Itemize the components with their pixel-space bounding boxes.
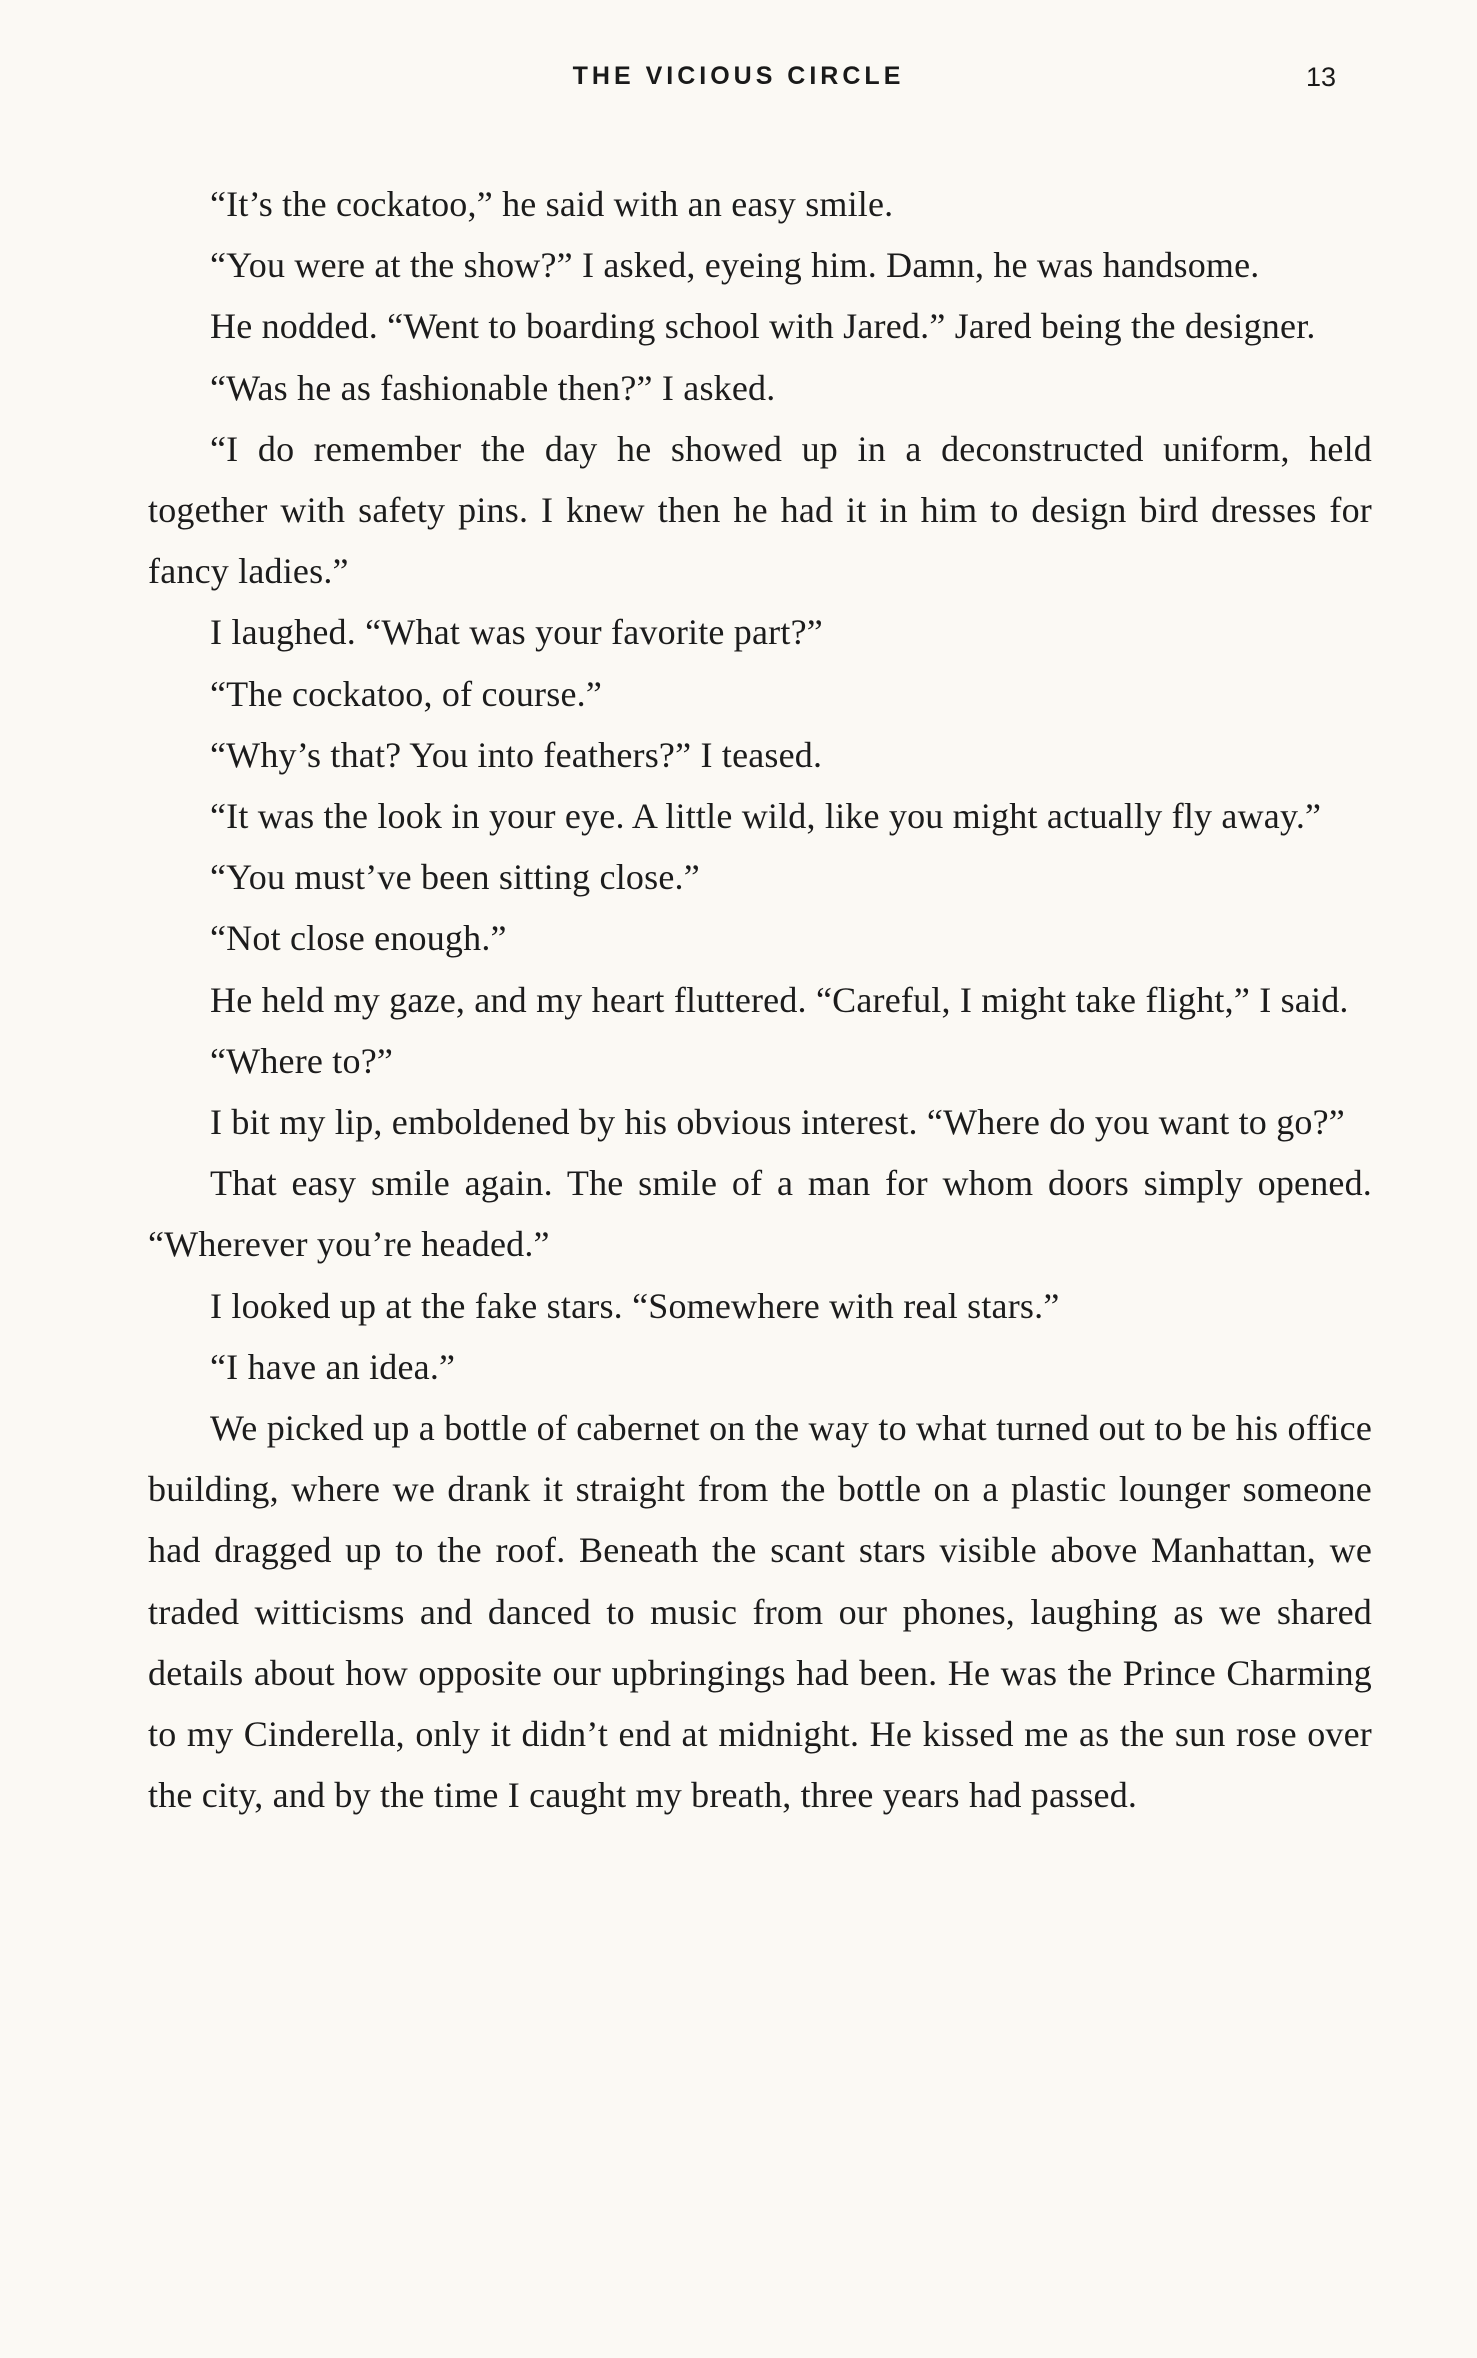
paragraph: “You must’ve been sitting close.” (210, 857, 700, 898)
paragraph: I bit my lip, emboldened by his obvious interest. “Where do you want to go?” (210, 1102, 1345, 1143)
paragraph: “Was he as fashionable then?” I asked. (210, 367, 776, 408)
paragraph: “It’s the cockatoo,” he said with an easy smile. (210, 184, 894, 224)
body-text (148, 174, 1372, 1826)
paragraph: He held my gaze, and my heart fluttered. “Careful, I might take flight,” I said. (210, 979, 1349, 1020)
paragraph: “Why’s that? You into feathers?” I teased. (210, 734, 823, 775)
paragraph: We picked up a bottle of cabernet on the way to what turned out to be his office building, where we drank it straight from the bottle on a plastic lounger someone had dragged up to the roof. Beneath the scant stars visible above Manhattan, we traded witticisms and danced to music from our phones, laughing as we shared details about how opposite our upbringings had been. He was the Prince Charming to my Cinderella, only it didn’t end at midnight. He kissed me as the sun rose over the city, and by the time I caught my breath, three years had passed. (148, 1408, 1372, 1816)
paragraph: “Where to?” (210, 1040, 394, 1081)
paragraph: “I have an idea.” (210, 1346, 456, 1387)
paragraph: That easy smile again. The smile of a man for whom doors simply opened. “Wherever you’re headed.” (148, 1163, 1372, 1265)
paragraph: “You were at the show?” I asked, eyeing him. Damn, he was handsome. (210, 245, 1260, 286)
paragraph: I looked up at the fake stars. “Somewhere with real stars.” (210, 1285, 1060, 1326)
paragraph: “It was the look in your eye. A little wild, like you might actually fly away.” (210, 796, 1322, 837)
paragraph: “The cockatoo, of course.” (210, 673, 603, 714)
page-number: 13 (1306, 62, 1337, 92)
running-head-title: THE VICIOUS CIRCLE (572, 62, 905, 90)
paragraph: “I do remember the day he showed up in a deconstructed uniform, held together with safety pins. I knew then he had it in him to design bird dresses for fancy ladies.” (148, 428, 1372, 592)
paragraph: I laughed. “What was your favorite part?” (210, 612, 823, 653)
paragraph: He nodded. “Went to boarding school with Jared.” Jared being the designer. (210, 306, 1316, 347)
paragraph: “Not close enough.” (210, 918, 507, 959)
